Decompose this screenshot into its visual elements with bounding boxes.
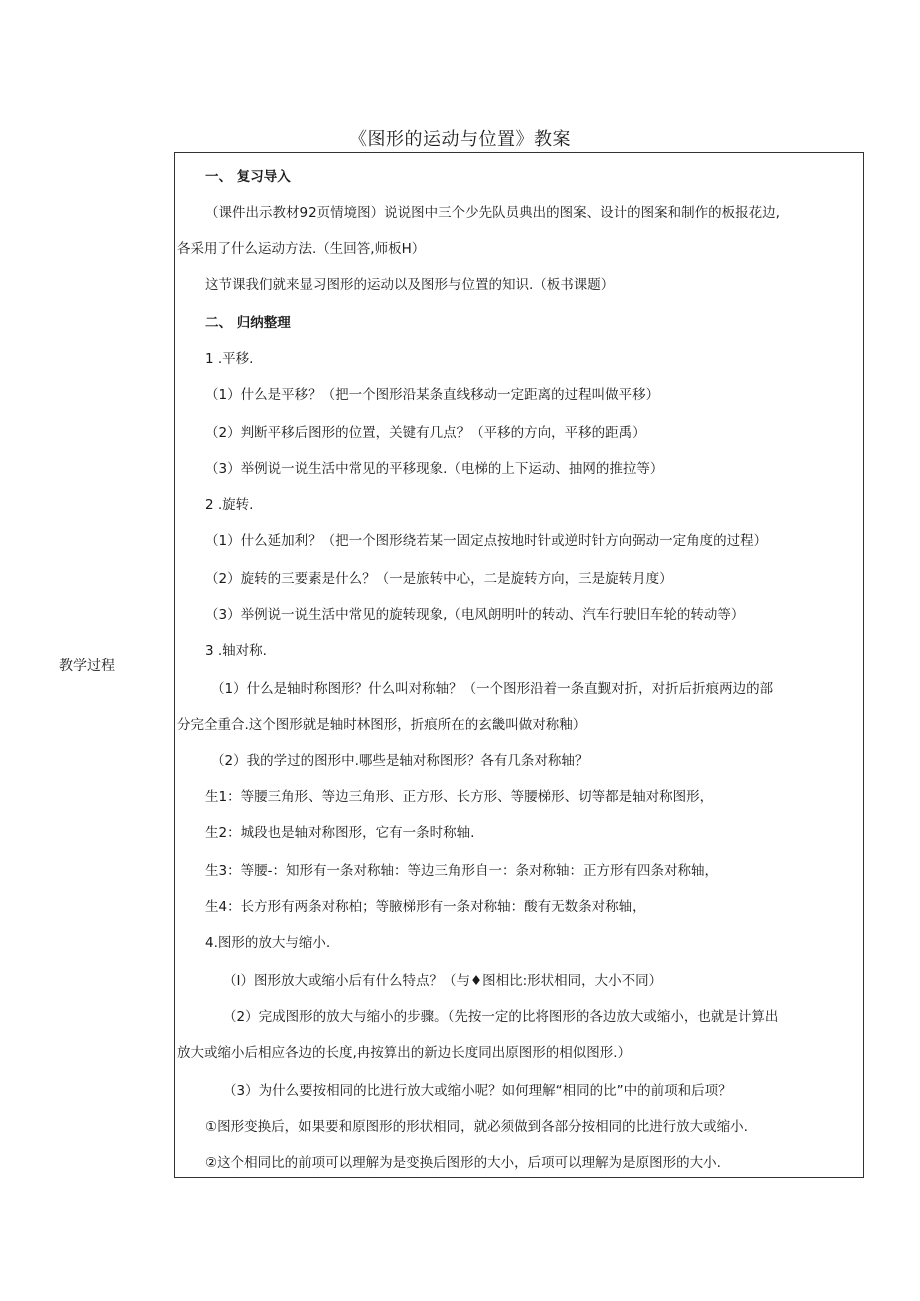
content-line: 4.图形的放大与缩小. <box>205 935 331 951</box>
content-line: （3）举例说一说生活中常见的平移现象.（电梯的上下运动、抽网的推拉等） <box>205 461 664 477</box>
content-line: （I）图形放大或缩小后有什么特点？（与♦图相比:形状相同，大小不同） <box>223 973 663 989</box>
content-line: （课件出示教材92页情境图）说说图中三个少先队员典出的图案、设计的图案和制作的板报花边, <box>205 205 780 221</box>
content-line: 各采用了什么运动方法.（生回答,师板H） <box>177 241 426 257</box>
content-line: 2 .旋转. <box>205 497 254 513</box>
lesson-content-table <box>174 152 864 1178</box>
content-line: ①图形变换后，如果要和原图形的形状相同，就必须做到各部分按相同的比进行放大或缩小. <box>205 1119 748 1135</box>
section-label: 教学过程 <box>59 658 115 674</box>
content-line: 生2：城段也是轴对称图形，它有一条时称轴. <box>205 825 475 841</box>
content-line: 这节课我们就来显习图形的运动以及图形与位置的知识.（板书课题） <box>205 277 615 293</box>
lesson-content <box>175 153 865 1179</box>
content-line: 1 .平移. <box>205 351 254 367</box>
content-line: ②这个相同比的前项可以理解为是变换后图形的大小，后项可以理解为是原图形的大小. <box>205 1155 721 1171</box>
content-line: （1）什么是轴时称图形？什么叫对称轴？（一个图形沿着一条直觐对折，对折后折痕两边的部 <box>211 681 774 697</box>
document-title: 《图形的运动与位置》教案 <box>349 129 571 150</box>
content-line: （2）完成图形的放大与缩小的步骤。（先按一定的比将图形的各边放大或缩小，也就是计算出 <box>223 1009 779 1025</box>
content-line: 生3：等腰-：知形有一条对称轴：等边三角形自一：条对称轴：正方形有四条对称轴， <box>205 863 718 879</box>
content-line: （3）为什么要按相同的比进行放大或缩小呢？如何理解“相同的比”中的前项和后项？ <box>223 1083 732 1099</box>
content-line: 生4：长方形有两条对称柏；等腋梯形有一条对称轴：酸有无数条对称轴， <box>205 899 646 915</box>
section-heading: 二、 归纳整理 <box>205 315 291 331</box>
content-line: 生1：等腰三角形、等边三角形、正方形、长方形、等腰梯形、切等都是轴对称图形， <box>205 789 714 805</box>
content-line: 放大或缩小后相应各边的长度,冉按算出的新边长度同出原图形的相似图形.） <box>177 1045 632 1061</box>
content-line: （1）什么是平移？（把一个图形沿某条直线移动一定距离的过程叫做平移） <box>205 387 660 403</box>
content-line: （3）举例说一说生活中常见的旋转现象,（电风朗明叶的转动、汽车行驶旧车轮的转动等） <box>205 607 745 623</box>
content-line: 3 .轴对称. <box>205 643 267 659</box>
content-line: （2）判断平移后图形的位置，关键有几点？（平移的方向，平移的距禹） <box>205 425 646 441</box>
content-line: 分完全重合.这个图形就是轴时林图形，折痕所在的玄畿叫做对称釉） <box>177 717 587 733</box>
section-heading: 一、 复习导入 <box>205 169 291 185</box>
content-line: （1）什么延加利？（把一个图形绕若某一固定点按地时针或逆时针方向弼动一定角度的过程） <box>205 533 768 549</box>
content-line: （2）旋转的三要素是什么？（一是旅转中心，二是旋转方向，三是旋转月度） <box>205 571 673 587</box>
content-line: （2）我的学过的图形中.哪些是轴对称图形？各有几条对称轴？ <box>211 753 589 769</box>
